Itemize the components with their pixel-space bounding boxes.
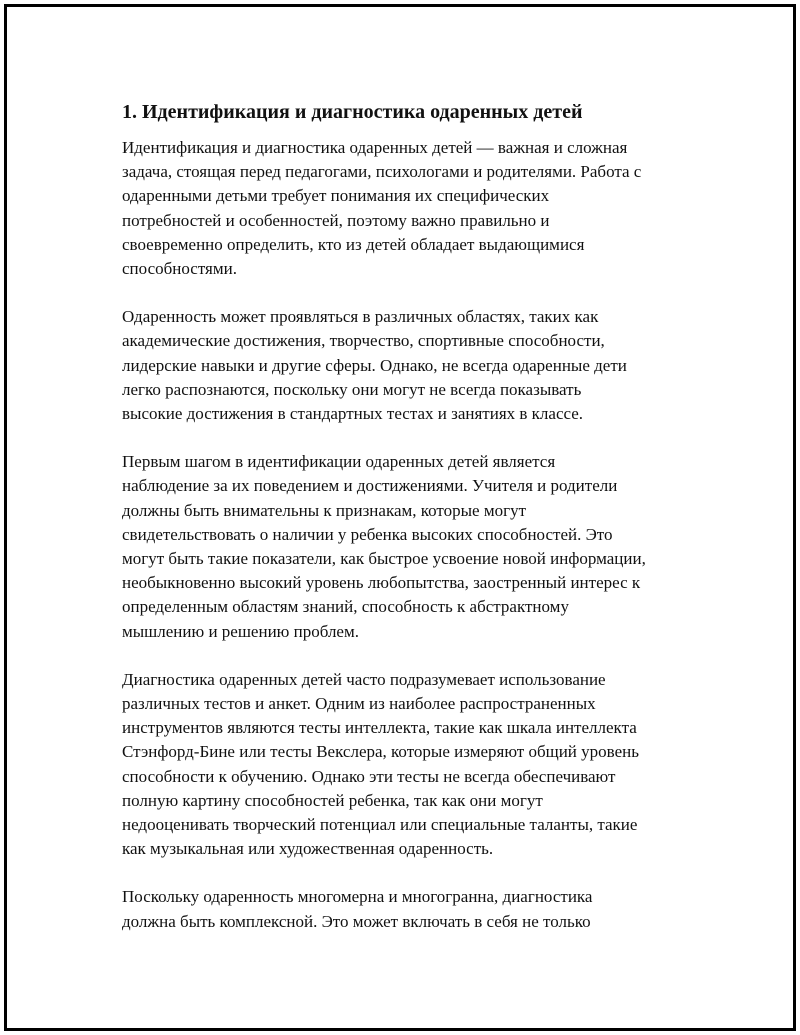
paragraph-line: академические достижения, творчество, спортивные способности, <box>122 331 605 351</box>
paragraph-line: различных тестов и анкет. Одним из наиболее распространенных <box>122 694 596 714</box>
paragraph <box>122 305 707 426</box>
paragraph-line: недооценивать творческий потенциал или специальные таланты, такие <box>122 815 638 835</box>
paragraph-line: Идентификация и диагностика одаренных детей — важная и сложная <box>122 138 628 157</box>
section-heading: 1. Идентификация и диагностика одаренных детей <box>122 101 583 123</box>
paragraph-line: потребностей и особенностей, поэтому важно правильно и <box>122 210 550 230</box>
paragraph-line: свидетельствовать о наличии у ребенка высоких способностей. Это <box>122 524 613 544</box>
paragraph-line: своевременно определить, кто из детей обладает выдающимися <box>122 234 585 254</box>
paragraph-line: определенным областям знаний, способность к абстрактному <box>122 597 569 617</box>
paragraph-line: необыкновенно высокий уровень любопытства, заостренный интерес к <box>122 573 641 593</box>
document-page <box>4 4 796 1031</box>
paragraph-line: должна быть комплексной. Это может включать в себя не только <box>122 911 591 931</box>
paragraph-line: как музыкальная или художественная одаренность. <box>122 839 494 859</box>
paragraph-line: Одаренность может проявляться в различных областях, таких как <box>122 307 599 327</box>
paragraph-line: способностями. <box>122 259 237 279</box>
paragraph-line: лидерские навыки и другие сферы. Однако, не всегда одаренные дети <box>122 355 627 375</box>
document-content <box>122 100 707 958</box>
paragraph-line: легко распознаются, поскольку они могут не всегда показывать <box>122 379 582 399</box>
paragraph-line: Первым шагом в идентификации одаренных детей является <box>122 452 556 472</box>
paragraph-line: полную картину способностей ребенка, так как они могут <box>122 790 543 810</box>
paragraph-line: задача, стоящая перед педагогами, психологами и родителями. Работа с <box>122 162 642 182</box>
paragraph-line: способности к обучению. Однако эти тесты не всегда обеспечивают <box>122 766 616 786</box>
paragraph <box>122 450 707 644</box>
paragraph-line: Поскольку одаренность многомерна и многогранна, диагностика <box>122 887 593 907</box>
paragraph-line: Стэнфорд-Бине или тесты Векслера, которые измеряют общий уровень <box>122 742 639 762</box>
paragraph-line: Диагностика одаренных детей часто подразумевает использование <box>122 669 606 689</box>
paragraph-line: наблюдение за их поведением и достижениями. Учителя и родители <box>122 476 618 496</box>
paragraph <box>122 885 707 933</box>
paragraph-line: должны быть внимательны к признакам, которые могут <box>122 500 526 520</box>
paragraph-line: инструментов являются тесты интеллекта, такие как шкала интеллекта <box>122 718 637 738</box>
paragraph-line: высокие достижения в стандартных тестах и занятиях в классе. <box>122 404 584 424</box>
paragraph-line: могут быть такие показатели, как быстрое усвоение новой информации, <box>122 549 646 569</box>
paragraph-line: мышлению и решению проблем. <box>122 621 359 641</box>
paragraph-line: одаренными детьми требует понимания их специфических <box>122 186 550 206</box>
paragraph <box>122 136 707 281</box>
paragraph <box>122 668 707 862</box>
